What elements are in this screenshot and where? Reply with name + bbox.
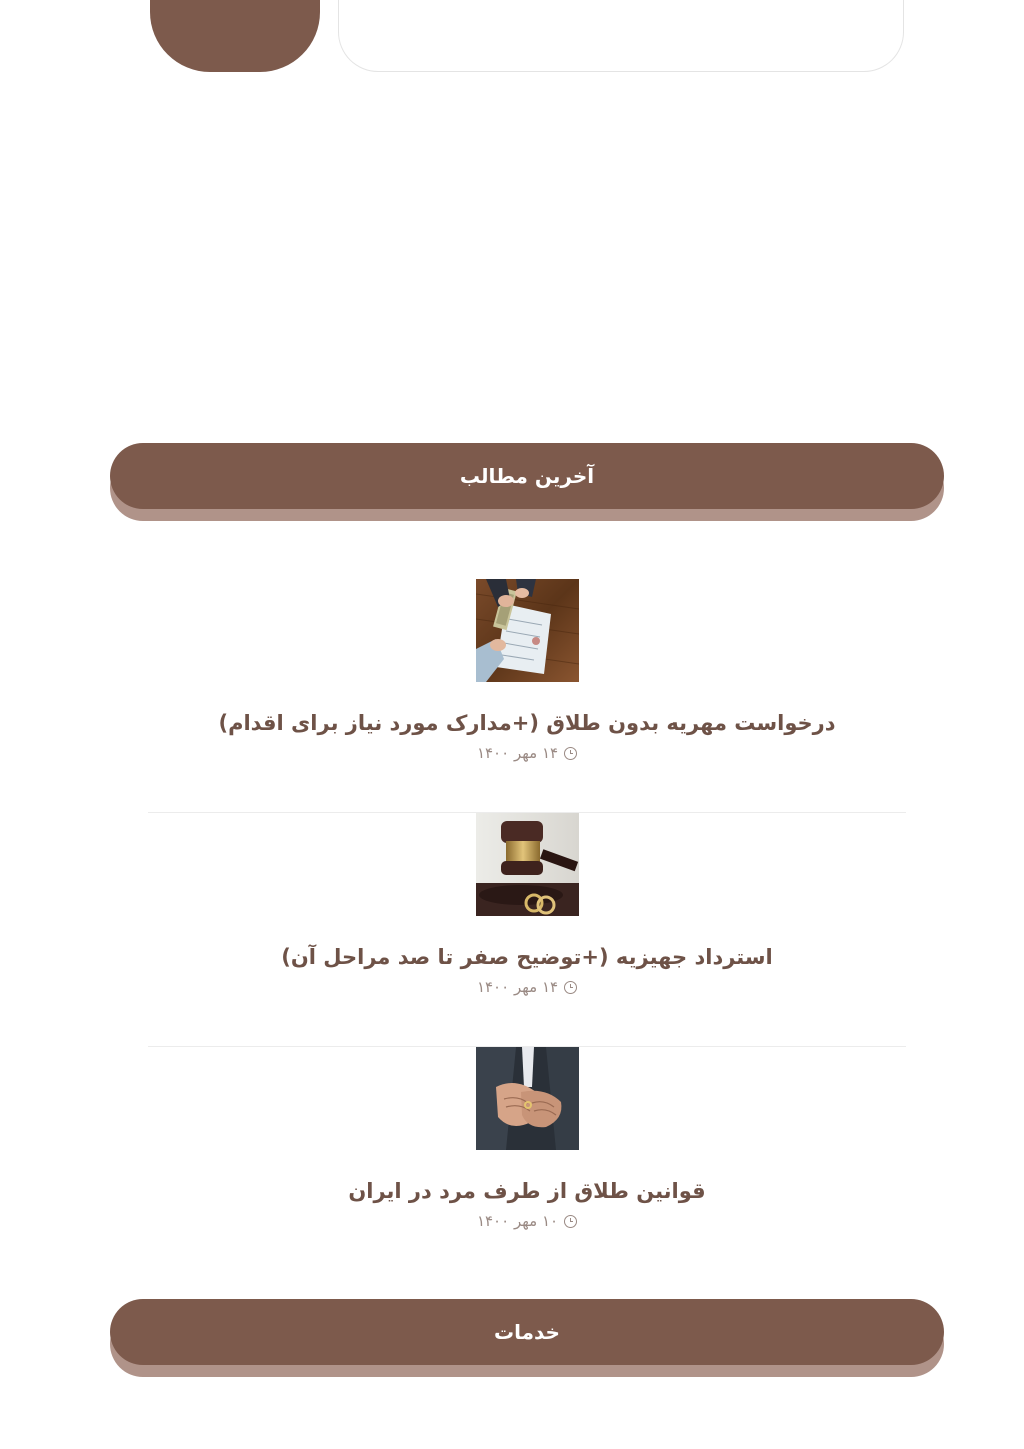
post-thumbnail-gavel-rings[interactable]: [476, 813, 579, 916]
post-item[interactable]: [148, 813, 906, 1047]
clock-icon: [564, 1215, 577, 1228]
clock-icon: [564, 981, 577, 994]
post-title[interactable]: درخواست مهریه بدون طلاق (+مدارک مورد نیاز برای اقدام): [218, 711, 836, 735]
latest-posts-header: آخرین مطالب: [110, 443, 944, 509]
post-date: [148, 977, 906, 997]
search-input[interactable]: [338, 0, 904, 72]
posts-list: [148, 579, 906, 1281]
post-thumbnail-hands-ring[interactable]: [476, 1047, 579, 1150]
post-date-text: ۱۴ مهر ۱۴۰۰: [476, 744, 559, 762]
post-item[interactable]: [148, 579, 906, 813]
post-title[interactable]: قوانین طلاق از طرف مرد در ایران: [348, 1179, 706, 1203]
post-date: [148, 1211, 906, 1231]
services-header: خدمات: [110, 1299, 944, 1365]
post-title[interactable]: استرداد جهیزیه (+توضیح صفر تا صد مراحل آن): [281, 945, 773, 969]
search-button[interactable]: [150, 0, 320, 72]
post-thumbnail-money-document[interactable]: [476, 579, 579, 682]
post-date-text: ۱۰ مهر ۱۴۰۰: [476, 1212, 559, 1230]
clock-icon: [564, 747, 577, 760]
post-date-text: ۱۴ مهر ۱۴۰۰: [476, 978, 559, 996]
post-item[interactable]: [148, 1047, 906, 1281]
post-date: [148, 743, 906, 763]
